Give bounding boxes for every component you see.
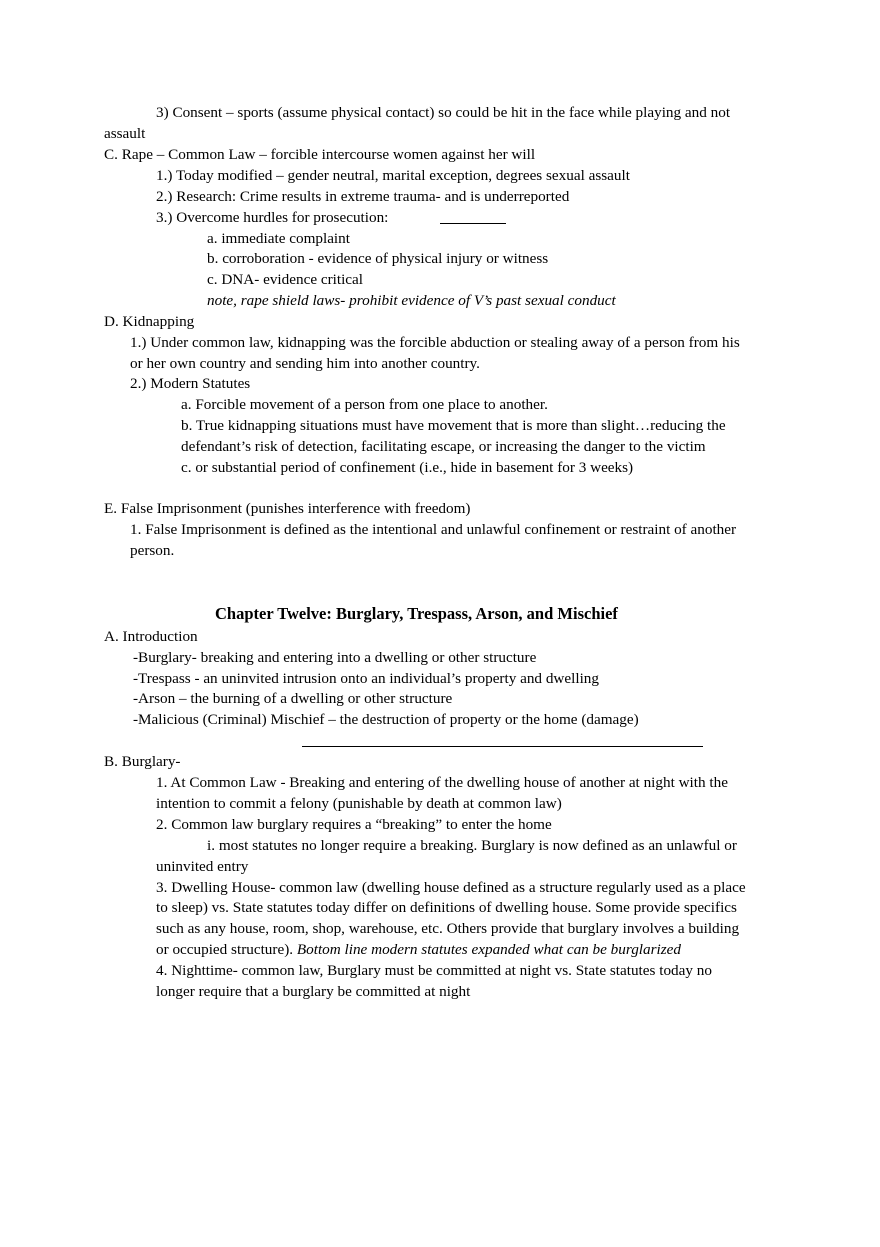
rape-sub-c: c. DNA- evidence critical xyxy=(207,271,364,288)
burglary-item-3-cont-1: to sleep) vs. State statutes today differ on definitions of dwelling house. Some provide specifics xyxy=(156,899,737,916)
false-imprisonment-item-1-cont: person. xyxy=(130,542,175,559)
burglary-item-1: 1. At Common Law - Breaking and entering of the dwelling house of another at night with the xyxy=(156,774,728,791)
kidnapping-sub-a: a. Forcible movement of a person from one place to another. xyxy=(181,396,548,413)
rape-shield-note: note, rape shield laws- prohibit evidence of V’s past sexual conduct xyxy=(207,292,616,309)
false-imprisonment-item-1: 1. False Imprisonment is defined as the intentional and unlawful confinement or restraint of another xyxy=(130,521,737,538)
burglary-item-1-cont: intention to commit a felony (punishable by death at common law) xyxy=(156,795,562,812)
section-c-rape-heading: C. Rape – Common Law – forcible intercourse women against her will xyxy=(104,146,536,163)
bottom-line-note: Bottom line modern statutes expanded what can be burglarized xyxy=(296,941,681,958)
kidnapping-sub-b-cont: defendant’s risk of detection, facilitating escape, or increasing the danger to the victim xyxy=(181,438,706,455)
burglary-item-3-end: or occupied structure). xyxy=(156,941,294,958)
rape-sub-b: b. corroboration - evidence of physical injury or witness xyxy=(207,250,549,267)
intro-mischief: -Malicious (Criminal) Mischief – the destruction of property or the home (damage) xyxy=(133,711,639,728)
section-divider xyxy=(302,746,703,747)
burglary-item-2: 2. Common law burglary requires a “breaking” to enter the home xyxy=(156,816,552,833)
intro-arson: -Arson – the burning of a dwelling or other structure xyxy=(133,690,453,707)
kidnapping-item-1-cont: or her own country and sending him into another country. xyxy=(130,355,480,372)
section-b-burglary-heading: B. Burglary- xyxy=(104,753,181,770)
burglary-item-2-sub-i-cont: uninvited entry xyxy=(156,858,249,875)
consent-item: 3) Consent – sports (assume physical contact) so could be hit in the face while playing and not xyxy=(156,104,731,121)
intro-burglary: -Burglary- breaking and entering into a dwelling or other structure xyxy=(133,649,537,666)
kidnapping-sub-c: c. or substantial period of confinement (i.e., hide in basement for 3 weeks) xyxy=(181,459,634,476)
section-e-false-imprisonment-heading: E. False Imprisonment (punishes interference with freedom) xyxy=(104,500,471,517)
burglary-item-4-cont: longer require that a burglary be committed at night xyxy=(156,983,471,1000)
burglary-item-3-cont-3 xyxy=(156,940,681,961)
rape-item-1: 1.) Today modified – gender neutral, marital exception, degrees sexual assault xyxy=(156,167,630,184)
blank-underline xyxy=(440,223,506,224)
kidnapping-sub-b: b. True kidnapping situations must have movement that is more than slight…reducing the xyxy=(181,417,726,434)
section-d-kidnapping-heading: D. Kidnapping xyxy=(104,313,195,330)
burglary-item-2-sub-i: i. most statutes no longer require a breaking. Burglary is now defined as an unlawful or xyxy=(207,837,737,854)
burglary-item-3: 3. Dwelling House- common law (dwelling house defined as a structure regularly used as a place xyxy=(156,879,746,896)
burglary-item-3-cont-2: such as any house, room, shop, warehouse, etc. Others provide that burglary involves a building xyxy=(156,920,740,937)
section-a-introduction-heading: A. Introduction xyxy=(104,628,198,645)
rape-item-3: 3.) Overcome hurdles for prosecution: xyxy=(156,209,389,226)
rape-item-2: 2.) Research: Crime results in extreme trauma- and is underreported xyxy=(156,188,570,205)
kidnapping-item-2: 2.) Modern Statutes xyxy=(130,375,251,392)
consent-item-cont: assault xyxy=(104,125,146,142)
chapter-twelve-title: Chapter Twelve: Burglary, Trespass, Arson, and Mischief xyxy=(215,604,618,623)
intro-trespass: -Trespass - an uninvited intrusion onto an individual’s property and dwelling xyxy=(133,670,599,687)
kidnapping-item-1: 1.) Under common law, kidnapping was the forcible abduction or stealing away of a person from his xyxy=(130,334,740,351)
rape-sub-a: a. immediate complaint xyxy=(207,230,350,247)
burglary-item-4: 4. Nighttime- common law, Burglary must be committed at night vs. State statutes today no xyxy=(156,962,712,979)
